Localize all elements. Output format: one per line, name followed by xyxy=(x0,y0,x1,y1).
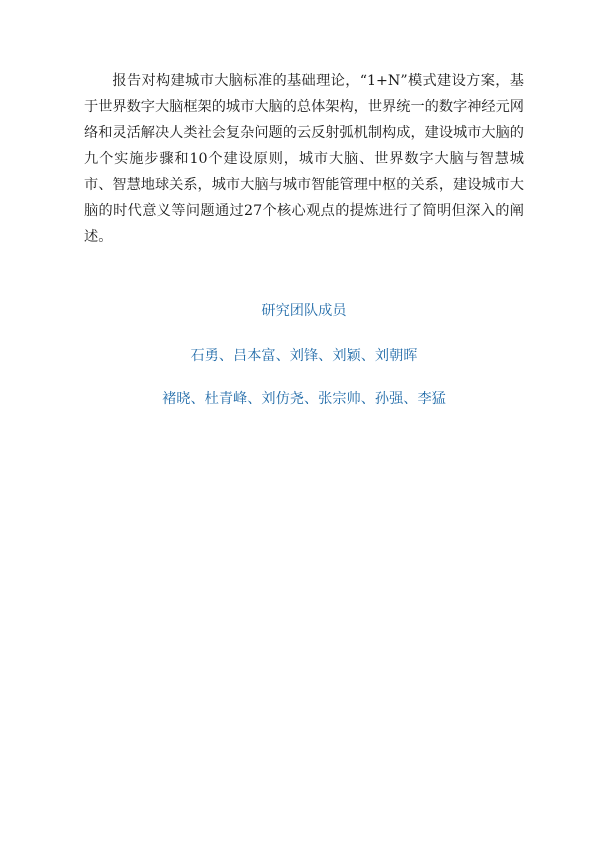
report-summary-paragraph: 报告对构建城市大脑标准的基础理论，“1+N”模式建设方案，基于世界数字大脑框架的城市大脑的总体架构，世界统一的数字神经元网络和灵活解决人类社会复杂问题的云反射弧机制构成，建设城市大脑的九个实施步骤和10个建设原则，城市大脑、世界数字大脑与智慧城市、智慧地球关系，城市大脑与城市智能管理中枢的关系，建设城市大脑的时代意义等问题通过27个核心观点的提炼进行了简明但深入的阐述。 xyxy=(84,73,524,245)
research-team-members-row-2: 褚晓、杜青峰、刘仿尧、张宗帅、孙强、李猛 xyxy=(162,391,446,407)
research-team-members-row-1: 石勇、吕本富、刘锋、刘颖、刘朝晖 xyxy=(190,348,418,364)
research-team-title: 研究团队成员 xyxy=(261,303,347,319)
